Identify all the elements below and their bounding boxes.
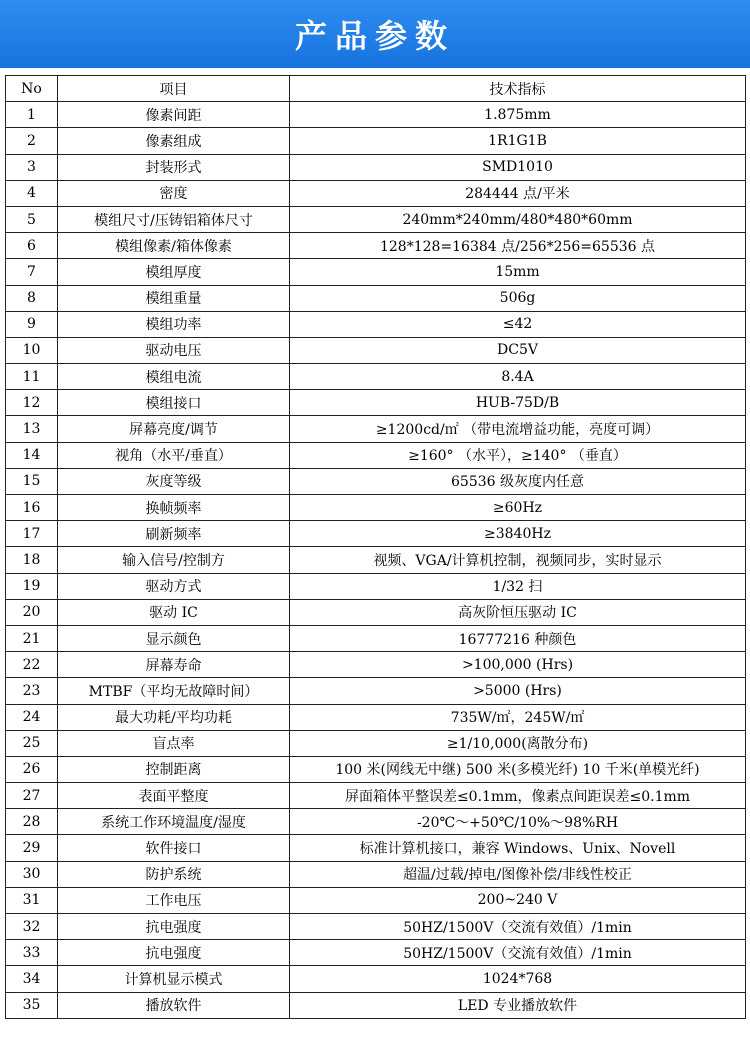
cell-item: 刷新频率	[58, 521, 290, 547]
table-row	[6, 652, 746, 678]
cell-spec: 506g	[290, 285, 746, 311]
table-row	[6, 442, 746, 468]
cell-item: 防护系统	[58, 861, 290, 887]
cell-item: MTBF（平均无故障时间）	[58, 678, 290, 704]
cell-no: 9	[6, 311, 58, 337]
cell-item: 计算机显示模式	[58, 966, 290, 992]
table-row	[6, 966, 746, 992]
cell-spec: 8.4A	[290, 364, 746, 390]
table-row	[6, 495, 746, 521]
cell-no: 30	[6, 861, 58, 887]
table-row	[6, 625, 746, 651]
cell-no: 8	[6, 285, 58, 311]
cell-item: 最大功耗/平均功耗	[58, 704, 290, 730]
cell-spec: 1024*768	[290, 966, 746, 992]
table-row	[6, 573, 746, 599]
cell-no: 32	[6, 914, 58, 940]
title-banner	[0, 0, 750, 68]
cell-spec: LED 专业播放软件	[290, 992, 746, 1018]
table-row	[6, 285, 746, 311]
cell-item: 模组厚度	[58, 259, 290, 285]
table-row	[6, 992, 746, 1018]
cell-spec: 15mm	[290, 259, 746, 285]
cell-item: 模组像素/箱体像素	[58, 233, 290, 259]
page-title: 产品参数	[294, 17, 455, 55]
cell-spec: 200~240 V	[290, 887, 746, 913]
cell-item: 软件接口	[58, 835, 290, 861]
cell-item: 模组尺寸/压铸铝箱体尺寸	[58, 206, 290, 232]
cell-no: 20	[6, 599, 58, 625]
table-row	[6, 154, 746, 180]
cell-item: 显示颜色	[58, 625, 290, 651]
cell-item: 模组重量	[58, 285, 290, 311]
cell-item: 系统工作环境温度/湿度	[58, 809, 290, 835]
cell-no: 33	[6, 940, 58, 966]
table-row	[6, 128, 746, 154]
cell-item: 屏幕亮度/调节	[58, 416, 290, 442]
cell-spec: ≥1/10,000(离散分布)	[290, 730, 746, 756]
cell-item: 表面平整度	[58, 783, 290, 809]
cell-item: 输入信号/控制方	[58, 547, 290, 573]
table-row	[6, 887, 746, 913]
cell-spec: 1R1G1B	[290, 128, 746, 154]
cell-item: 驱动 IC	[58, 599, 290, 625]
cell-spec: 高灰阶恒压驱动 IC	[290, 599, 746, 625]
cell-item: 工作电压	[58, 887, 290, 913]
cell-spec: ≥3840Hz	[290, 521, 746, 547]
cell-spec: 735W/㎡，245W/㎡	[290, 704, 746, 730]
table-row	[6, 259, 746, 285]
table-row	[6, 756, 746, 782]
cell-spec: ≥1200cd/㎡ （带电流增益功能，亮度可调）	[290, 416, 746, 442]
cell-item: 播放软件	[58, 992, 290, 1018]
cell-no: 21	[6, 625, 58, 651]
cell-item: 屏幕寿命	[58, 652, 290, 678]
cell-item: 像素间距	[58, 102, 290, 128]
cell-no: 14	[6, 442, 58, 468]
table-row	[6, 783, 746, 809]
table-row	[6, 390, 746, 416]
cell-spec: >100,000 (Hrs)	[290, 652, 746, 678]
cell-item: 盲点率	[58, 730, 290, 756]
cell-item: 控制距离	[58, 756, 290, 782]
cell-spec: 240mm*240mm/480*480*60mm	[290, 206, 746, 232]
cell-item: 灰度等级	[58, 468, 290, 494]
cell-item: 驱动电压	[58, 337, 290, 363]
cell-no: 27	[6, 783, 58, 809]
cell-spec: 视频、VGA/计算机控制，视频同步，实时显示	[290, 547, 746, 573]
cell-spec: 100 米(网线无中继) 500 米(多模光纤) 10 千米(单模光纤)	[290, 756, 746, 782]
table-row	[6, 416, 746, 442]
cell-item: 驱动方式	[58, 573, 290, 599]
header-no: No	[6, 76, 58, 102]
table-row	[6, 835, 746, 861]
table-row	[6, 940, 746, 966]
table-row	[6, 914, 746, 940]
cell-no: 5	[6, 206, 58, 232]
cell-no: 19	[6, 573, 58, 599]
cell-item: 密度	[58, 180, 290, 206]
cell-spec: ≥160° （水平），≥140° （垂直）	[290, 442, 746, 468]
cell-no: 3	[6, 154, 58, 180]
table-row	[6, 678, 746, 704]
cell-item: 模组功率	[58, 311, 290, 337]
cell-spec: 284444 点/平米	[290, 180, 746, 206]
cell-spec: -20℃～+50℃/10%～98%RH	[290, 809, 746, 835]
table-row	[6, 102, 746, 128]
cell-spec: 16777216 种颜色	[290, 625, 746, 651]
cell-spec: 1.875mm	[290, 102, 746, 128]
cell-item: 抗电强度	[58, 914, 290, 940]
cell-item: 模组电流	[58, 364, 290, 390]
cell-no: 1	[6, 102, 58, 128]
cell-spec: 128*128=16384 点/256*256=65536 点	[290, 233, 746, 259]
cell-item: 换帧频率	[58, 495, 290, 521]
table-row	[6, 206, 746, 232]
cell-no: 23	[6, 678, 58, 704]
cell-no: 35	[6, 992, 58, 1018]
table-row	[6, 521, 746, 547]
cell-no: 15	[6, 468, 58, 494]
cell-no: 11	[6, 364, 58, 390]
cell-item: 像素组成	[58, 128, 290, 154]
cell-no: 10	[6, 337, 58, 363]
cell-item: 封装形式	[58, 154, 290, 180]
cell-no: 26	[6, 756, 58, 782]
cell-spec: 50HZ/1500V（交流有效值）/1min	[290, 940, 746, 966]
cell-no: 12	[6, 390, 58, 416]
cell-no: 25	[6, 730, 58, 756]
cell-no: 13	[6, 416, 58, 442]
cell-no: 2	[6, 128, 58, 154]
cell-spec: ≥60Hz	[290, 495, 746, 521]
table-row	[6, 233, 746, 259]
table-row	[6, 809, 746, 835]
cell-item: 模组接口	[58, 390, 290, 416]
table-row	[6, 730, 746, 756]
spec-table	[5, 75, 746, 1019]
cell-spec: 1/32 扫	[290, 573, 746, 599]
cell-spec: ≤42	[290, 311, 746, 337]
cell-no: 31	[6, 887, 58, 913]
table-row	[6, 364, 746, 390]
cell-no: 24	[6, 704, 58, 730]
cell-spec: 超温/过载/掉电/图像补偿/非线性校正	[290, 861, 746, 887]
table-row	[6, 468, 746, 494]
cell-spec: 标准计算机接口，兼容 Windows、Unix、Novell	[290, 835, 746, 861]
cell-no: 6	[6, 233, 58, 259]
table-row	[6, 599, 746, 625]
cell-spec: DC5V	[290, 337, 746, 363]
cell-spec: HUB-75D/B	[290, 390, 746, 416]
table-row	[6, 861, 746, 887]
cell-spec: 65536 级灰度内任意	[290, 468, 746, 494]
table-row	[6, 704, 746, 730]
cell-spec: 屏面箱体平整误差≤0.1mm，像素点间距误差≤0.1mm	[290, 783, 746, 809]
cell-no: 29	[6, 835, 58, 861]
cell-spec: >5000 (Hrs)	[290, 678, 746, 704]
cell-no: 34	[6, 966, 58, 992]
cell-no: 4	[6, 180, 58, 206]
cell-item: 视角（水平/垂直）	[58, 442, 290, 468]
cell-no: 28	[6, 809, 58, 835]
table-row	[6, 547, 746, 573]
cell-no: 18	[6, 547, 58, 573]
table-row	[6, 180, 746, 206]
cell-spec: 50HZ/1500V（交流有效值）/1min	[290, 914, 746, 940]
cell-item: 抗电强度	[58, 940, 290, 966]
table-header-row	[6, 76, 746, 102]
cell-no: 16	[6, 495, 58, 521]
cell-no: 17	[6, 521, 58, 547]
cell-no: 22	[6, 652, 58, 678]
cell-no: 7	[6, 259, 58, 285]
header-item: 项目	[58, 76, 290, 102]
table-row	[6, 311, 746, 337]
table-row	[6, 337, 746, 363]
cell-spec: SMD1010	[290, 154, 746, 180]
header-spec: 技术指标	[290, 76, 746, 102]
